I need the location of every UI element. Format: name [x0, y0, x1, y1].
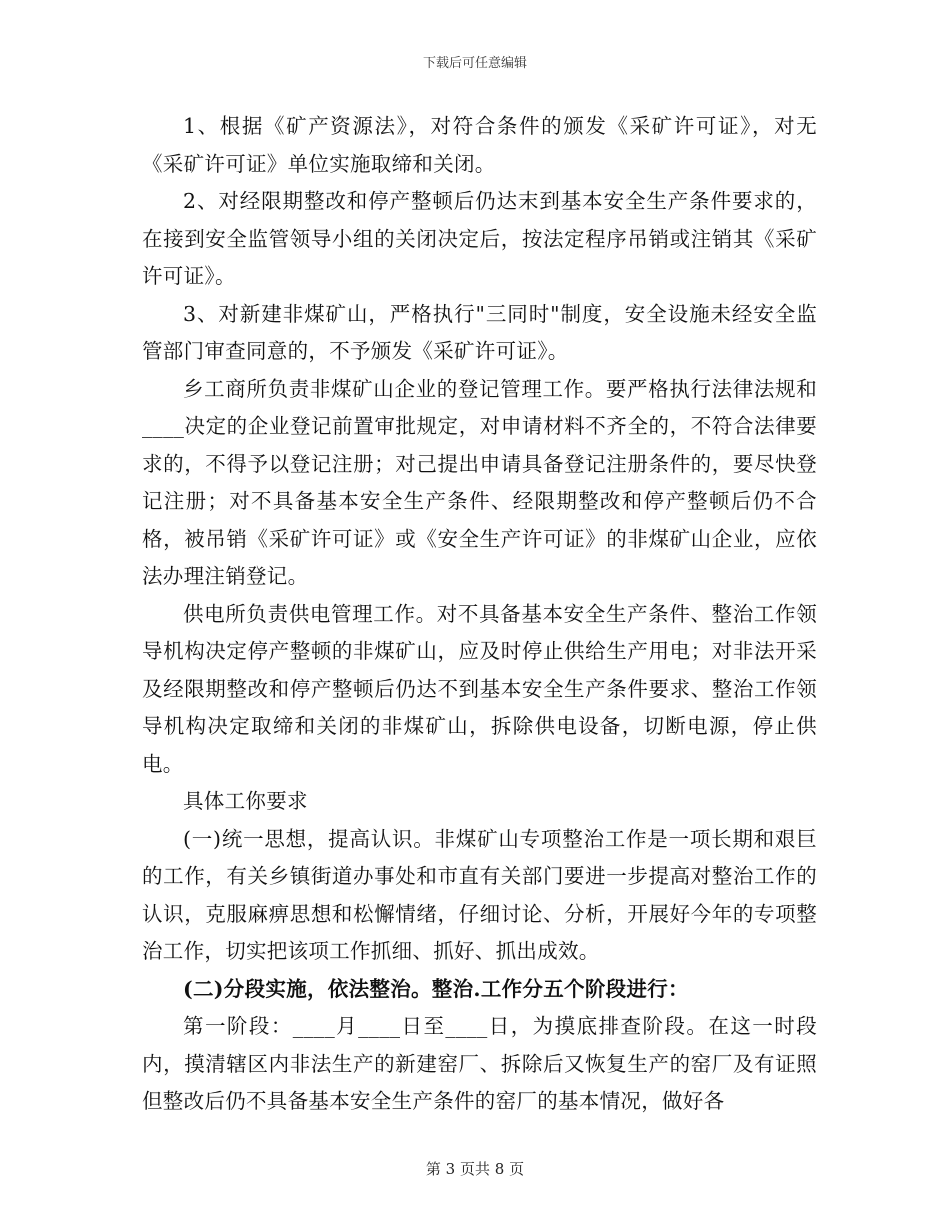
document-body — [142, 108, 817, 1121]
paragraph-4: 乡工商所负责非煤矿山企业的登记管理工作。要严格执行法律法规和____决定的企业登记前置审批规定，对申请材料不齐全的，不符合法律要求的，不得予以登记注册；对己提出申请具备登记注册条件的，要尽快登记注册；对不具备基本安全生产条件、经限期整改和停产整顿后仍不合格，被吊销《采矿许可证》或《安全生产许可证》的非煤矿山企业，应依法办理注销登记。 — [142, 376, 817, 588]
paragraph-5: 供电所负责供电管理工作。对不具备基本安全生产条件、整治工作领导机构决定停产整顿的非煤矿山，应及时停止供给生产用电；对非法开采及经限期整改和停产整顿后仍达不到基本安全生产条件要求、整治工作领导机构决定取缔和关闭的非煤矿山，拆除供电设备，切断电源，停止供电。 — [142, 601, 817, 776]
paragraph-9: 第一阶段：____月____日至____日，为摸底排查阶段。在这一时段内，摸清辖区内非法生产的新建窑厂、拆除后又恢复生产的窑厂及有证照但整改后仍不具备基本安全生产条件的窑厂的基本情况，做好各 — [142, 1014, 817, 1113]
paragraph-2: 2、对经限期整改和停产整顿后仍达末到基本安全生产条件要求的，在接到安全监管领导小组的关闭决定后，按法定程序吊销或注销其《采矿许可证》。 — [142, 189, 817, 288]
paragraph-8: (二)分段实施，依法整治。整治.工作分五个阶段进行： — [183, 976, 689, 1001]
paragraph-7: (一)统一思想，提高认识。非煤矿山专项整治工作是一项长期和艰巨的工作，有关乡镇街道办事处和市直有关部门要进一步提高对整治工作的认识，克服麻痹思想和松懈情绪，仔细讨论、分析，开展好今年的专项整治工作，切实把该项工作抓细、抓好、抓出成效。 — [142, 826, 817, 963]
page-header: 下载后可任意编辑 — [422, 56, 527, 71]
paragraph-1: 1、根据《矿产资源法》，对符合条件的颁发《采矿许可证》，对无《采矿许可证》单位实施取缔和关闭。 — [142, 114, 817, 176]
paragraph-3: 3、对新建非煤矿山，严格执行"三同时"制度，安全设施未经安全监管部门审查同意的，不予颁发《采矿许可证》。 — [142, 301, 817, 363]
page-footer: 第 3 页共 8 页 — [425, 1160, 525, 1178]
paragraph-6: 具体工你要求 — [183, 789, 308, 813]
